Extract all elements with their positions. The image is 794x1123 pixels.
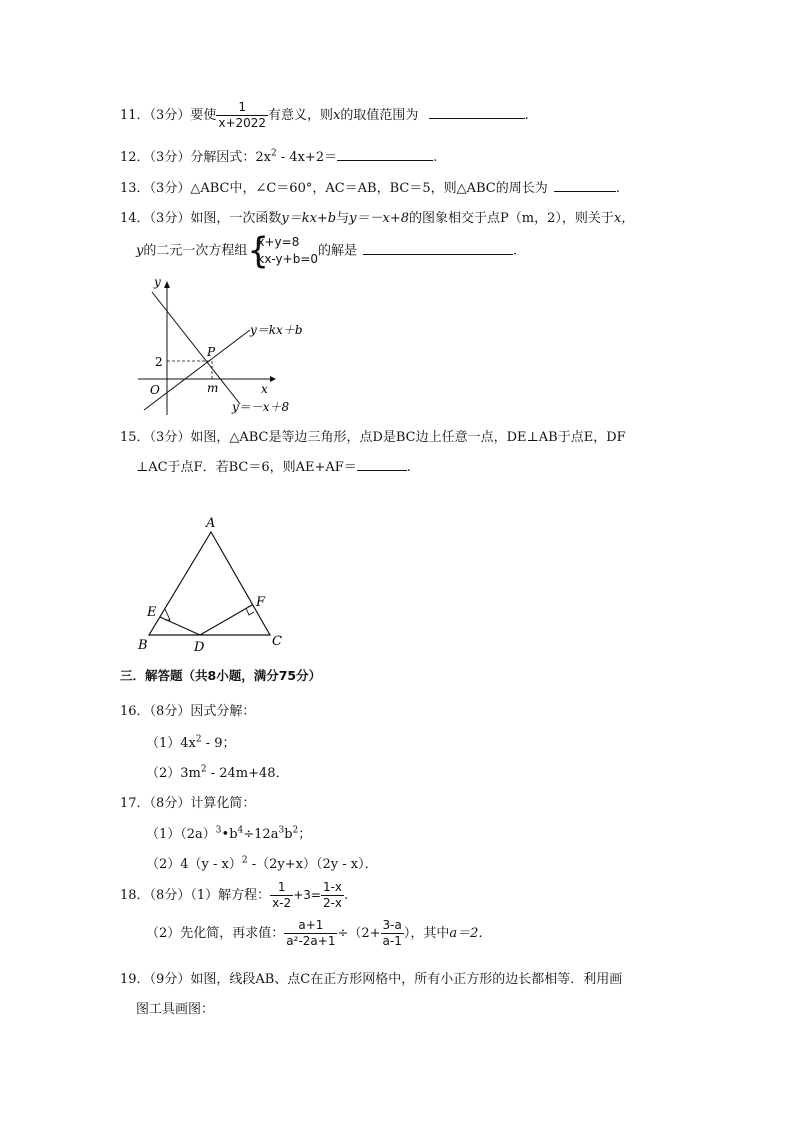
fraction: $\frac{1}{x-2}$ [272,880,292,910]
equation-system: { x+y=8 kx-y+b=0 [247,230,319,272]
question-16-part2: $(2)3m^2 - 24m+48$． [146,764,289,781]
figure-equilateral-triangle [130,512,290,657]
fraction: $\frac{a+1}{\text{a²-2a+1}}$ [286,918,336,948]
question-17: 17．（8分）计算化简： [120,796,256,811]
question-19-line2: 图工具画图： [136,1002,215,1017]
right-angle-f [246,608,254,615]
x-axis-arrow [270,376,276,382]
y-axis-arrow [164,281,170,288]
m-label: m [207,381,219,395]
figure-linear-functions [130,270,330,420]
line-neg-label: y＝－x＋8 [232,400,290,414]
answer-blank[interactable] [357,458,407,471]
section-heading: 三．解答题（共8小题，满分75分） [120,668,322,683]
y-value-label: 2 [155,355,163,369]
question-14-line2: y的二元一次方程组 { x+y=8 kx-y+b=0 的解是 . [136,230,518,272]
vertex-a-label: A [206,516,216,531]
vertex-b-label: B [138,638,148,653]
right-angle-e [165,609,170,620]
y-label: y [154,275,161,289]
fraction: $\frac{1}{x+2022}$ [218,100,267,130]
line-kx-label: y＝kx＋b [250,323,303,337]
line-kx-plus-b [144,330,250,410]
question-19: 19．（9分）如图，线段AB、点C在正方形网格中，所有小正方形的边长都相等．利用画 [120,972,623,987]
answer-blank[interactable] [363,242,513,255]
question-15-line2: ⊥AC于点F．若BC＝6，则AE+AF＝ . [136,460,411,475]
question-17-part2: （2）4（y - x）$^2$ -（2y+x）（2y - x）． [146,855,378,872]
question-12: 12．（3分）分解因式：$2x^2 - 4x+2=$ . [120,148,438,165]
question-16: 16．（8分）因式分解： [120,704,256,719]
fraction: $\frac{1-x}{2-x}$ [322,880,343,910]
answer-blank[interactable] [429,106,525,119]
question-13: 13．（3分）△ABC中，∠C＝60°，AC＝AB，BC＝5，则△ABC的周长为 . [120,181,620,196]
question-15: 15．（3分）如图，△ABC是等边三角形，点D是BC边上任意一点，DE⊥AB于点E，DF [120,430,626,445]
answer-blank[interactable] [337,148,433,161]
question-18-part2: （2）先化简，再求值： $\frac{a+1}{\text{a²-2a+1}}$ ÷（2+ $\frac{3-a}{a-1}$ ），其中a＝2． [146,918,492,948]
question-18-part1: 18．（8分）（1）解方程： $\frac{1}{x-2}$ +3= $\frac{1-x}{2-x}$ . [120,880,349,910]
question-11: 11．（3分）要使 $\frac{1}{x+2022}$ 有意义，则x的取值范围为 . [120,100,529,130]
question-16-part1: $(1)4x^2 - 9$； [146,734,236,751]
x-label: x [261,382,268,396]
question-14: 14．（3分）如图，一次函数y＝kx+b与y＝－x+8的图象相交于点P（m，2），则关于x， [120,211,635,226]
question-17-part1: $(1)(2a)^3•b^4\div 12a^3b^2$； [146,825,312,842]
point-d-label: D [194,640,205,655]
fraction: $\frac{3-a}{a-1}$ [382,918,402,948]
vertex-c-label: C [272,634,282,649]
point-f-label: F [256,595,266,610]
triangle-abc [149,532,270,635]
origin-label: O [150,383,160,397]
segment-df [200,605,252,635]
answer-blank[interactable] [554,179,616,192]
point-p-label: P [207,345,216,359]
point-e-label: E [147,605,157,620]
